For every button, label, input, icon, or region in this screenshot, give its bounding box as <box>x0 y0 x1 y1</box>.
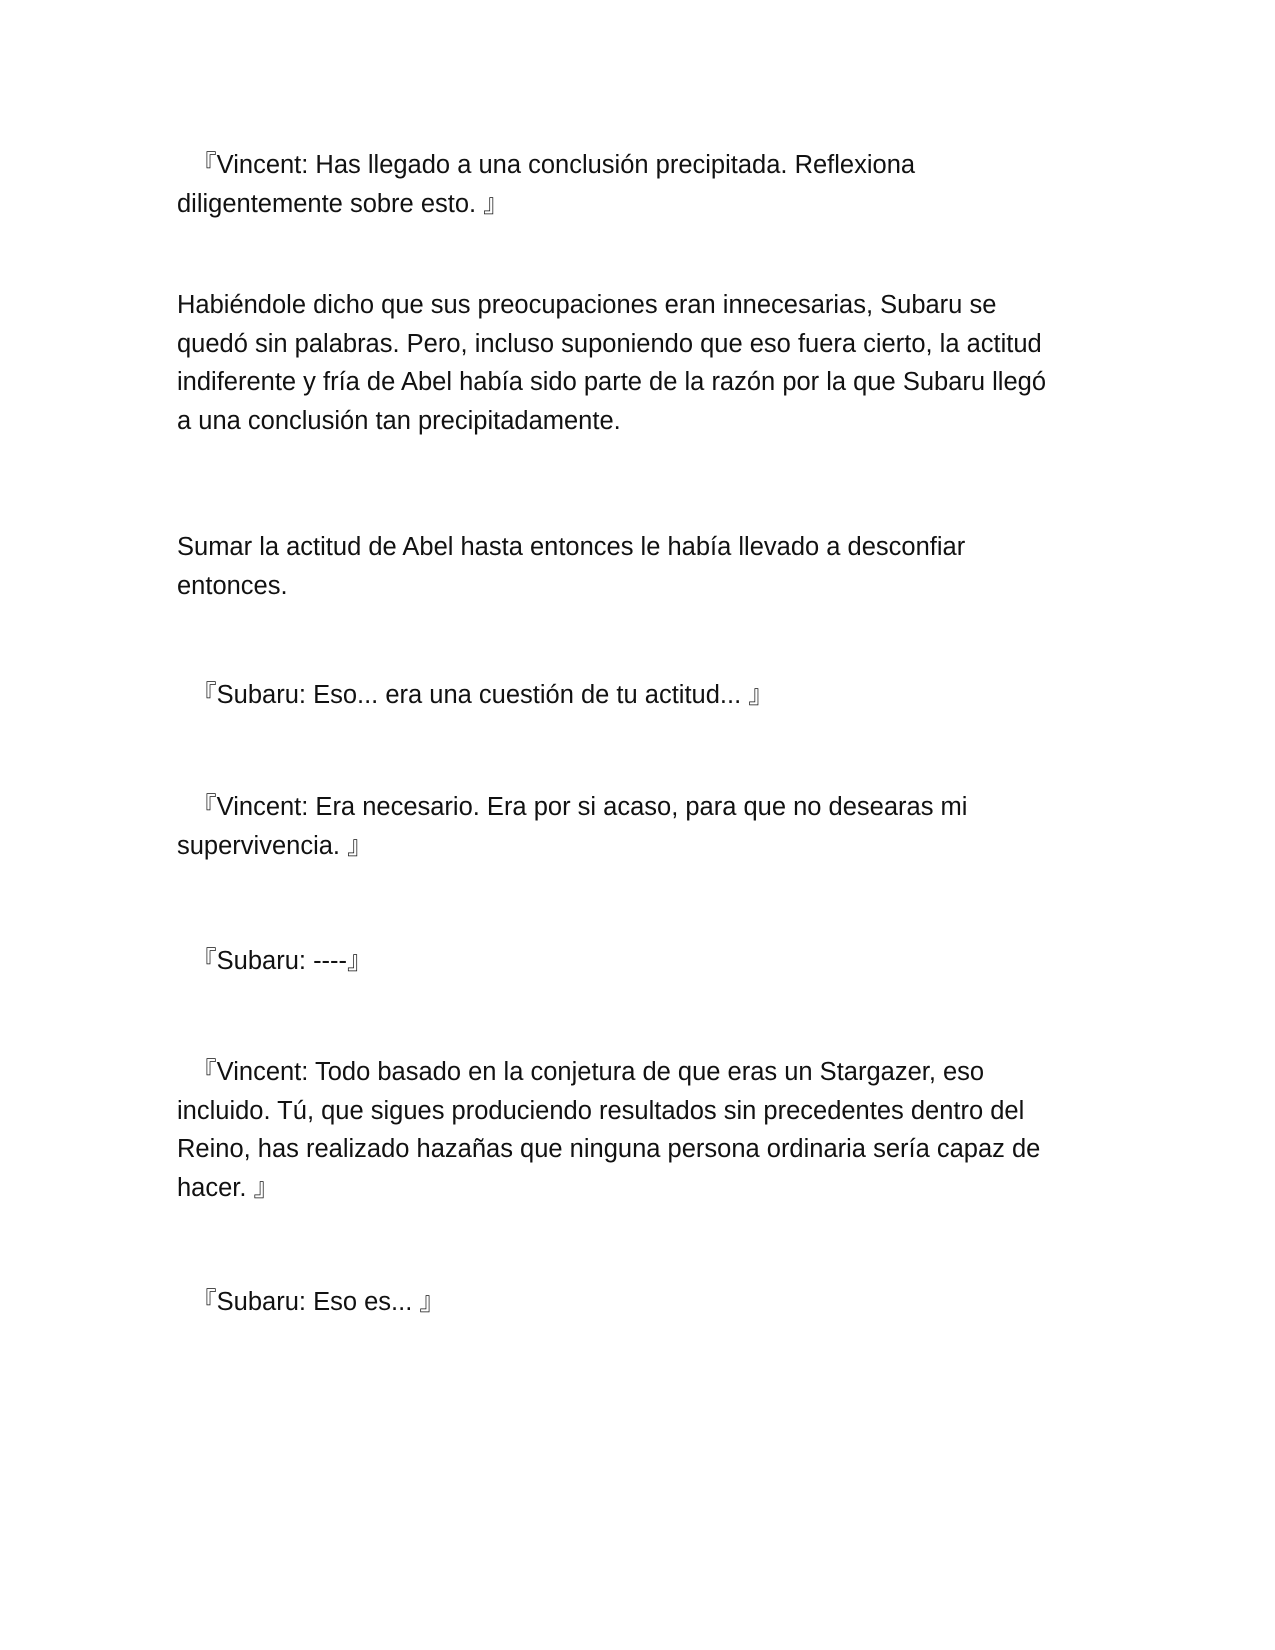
dialogue-vincent-2: 『Vincent: Era necesario. Era por si acaso, para que no desearas mi supervivencia. 』 <box>177 793 968 860</box>
dialogue-vincent-1: 『Vincent: Has llegado a una conclusión precipitada. Reflexiona diligentemente sobre esto. 』 <box>177 151 916 218</box>
dialogue-subaru-1: 『Subaru: Eso... era una cuestión de tu actitud... 』 <box>177 681 774 709</box>
narration-paragraph-2: Sumar la actitud de Abel hasta entonces le había llevado a desconfiar entonces. <box>177 533 966 600</box>
dialogue-vincent-3: 『Vincent: Todo basado en la conjetura de que eras un Stargazer, eso incluido. Tú, que sigues produciendo resultados sin precedentes dentro del Reino, has realizado hazañas que ninguna persona ordinaria sería capaz de hacer. 』 <box>177 1058 1041 1202</box>
dialogue-subaru-3: 『Subaru: Eso es... 』 <box>177 1288 445 1316</box>
dialogue-subaru-2: 『Subaru: ----』 <box>177 947 373 975</box>
narration-paragraph-1: Habiéndole dicho que sus preocupaciones eran innecesarias, Subaru se quedó sin palabras. Pero, incluso suponiendo que eso fuera cierto, la actitud indiferente y fría de Abel había sido parte de la razón por la que Subaru llegó a una conclusión tan precipitadamente. <box>177 291 1047 435</box>
